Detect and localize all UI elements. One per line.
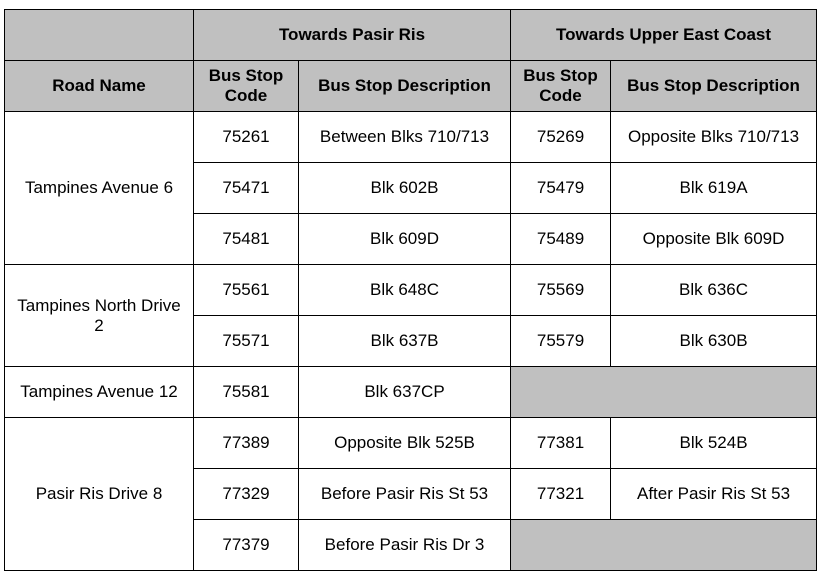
stop-desc-pasir-ris-cell: Between Blks 710/713 <box>299 112 511 163</box>
stop-desc-pasir-ris-cell: Before Pasir Ris Dr 3 <box>299 520 511 571</box>
stop-code-pasir-ris-cell: 75571 <box>194 316 299 367</box>
road-name-cell: Tampines Avenue 12 <box>5 367 194 418</box>
bus-stop-table-container <box>4 9 817 571</box>
road-name-cell: Tampines North Drive 2 <box>5 265 194 367</box>
stop-desc-upper-east-coast-cell: Opposite Blk 609D <box>611 214 817 265</box>
stop-code-upper-east-coast-cell: 77321 <box>511 469 611 520</box>
stop-code-upper-east-coast-cell: 75489 <box>511 214 611 265</box>
stop-code-pasir-ris-cell: 75481 <box>194 214 299 265</box>
stop-code-upper-east-coast-cell: 75269 <box>511 112 611 163</box>
table-row <box>5 418 817 469</box>
table-row <box>5 367 817 418</box>
stop-code-upper-east-coast-cell: 75579 <box>511 316 611 367</box>
stop-desc-upper-east-coast-cell: Opposite Blks 710/713 <box>611 112 817 163</box>
stop-desc-upper-east-coast-cell: Blk 619A <box>611 163 817 214</box>
table-body <box>5 112 817 571</box>
header-stop-code-upper-east-coast: Bus Stop Code <box>511 61 611 112</box>
stop-desc-upper-east-coast-cell: Blk 524B <box>611 418 817 469</box>
stop-desc-upper-east-coast-cell: Blk 630B <box>611 316 817 367</box>
stop-desc-upper-east-coast-cell: Blk 636C <box>611 265 817 316</box>
stop-code-pasir-ris-cell: 75561 <box>194 265 299 316</box>
table-row <box>5 112 817 163</box>
stop-code-pasir-ris-cell: 77389 <box>194 418 299 469</box>
stop-code-pasir-ris-cell: 77379 <box>194 520 299 571</box>
stop-code-pasir-ris-cell: 77329 <box>194 469 299 520</box>
stop-code-pasir-ris-cell: 75581 <box>194 367 299 418</box>
stop-code-pasir-ris-cell: 75471 <box>194 163 299 214</box>
header-towards-upper-east-coast: Towards Upper East Coast <box>511 10 817 61</box>
header-towards-pasir-ris: Towards Pasir Ris <box>194 10 511 61</box>
header-stop-code-pasir-ris: Bus Stop Code <box>194 61 299 112</box>
empty-upper-east-coast-cell <box>511 367 817 418</box>
table-row <box>5 265 817 316</box>
road-name-cell: Pasir Ris Drive 8 <box>5 418 194 571</box>
header-corner <box>5 10 194 61</box>
road-name-cell: Tampines Avenue 6 <box>5 112 194 265</box>
stop-code-upper-east-coast-cell: 75569 <box>511 265 611 316</box>
stop-desc-upper-east-coast-cell: After Pasir Ris St 53 <box>611 469 817 520</box>
stop-desc-pasir-ris-cell: Blk 602B <box>299 163 511 214</box>
stop-code-upper-east-coast-cell: 77381 <box>511 418 611 469</box>
stop-code-pasir-ris-cell: 75261 <box>194 112 299 163</box>
stop-desc-pasir-ris-cell: Blk 609D <box>299 214 511 265</box>
header-stop-desc-upper-east-coast: Bus Stop Description <box>611 61 817 112</box>
header-row-groups <box>5 10 817 61</box>
stop-desc-pasir-ris-cell: Before Pasir Ris St 53 <box>299 469 511 520</box>
stop-desc-pasir-ris-cell: Blk 637CP <box>299 367 511 418</box>
stop-desc-pasir-ris-cell: Blk 648C <box>299 265 511 316</box>
header-row-columns <box>5 61 817 112</box>
bus-stop-table <box>4 9 817 571</box>
header-road-name: Road Name <box>5 61 194 112</box>
stop-desc-pasir-ris-cell: Opposite Blk 525B <box>299 418 511 469</box>
empty-upper-east-coast-cell <box>511 520 817 571</box>
stop-code-upper-east-coast-cell: 75479 <box>511 163 611 214</box>
header-stop-desc-pasir-ris: Bus Stop Description <box>299 61 511 112</box>
stop-desc-pasir-ris-cell: Blk 637B <box>299 316 511 367</box>
